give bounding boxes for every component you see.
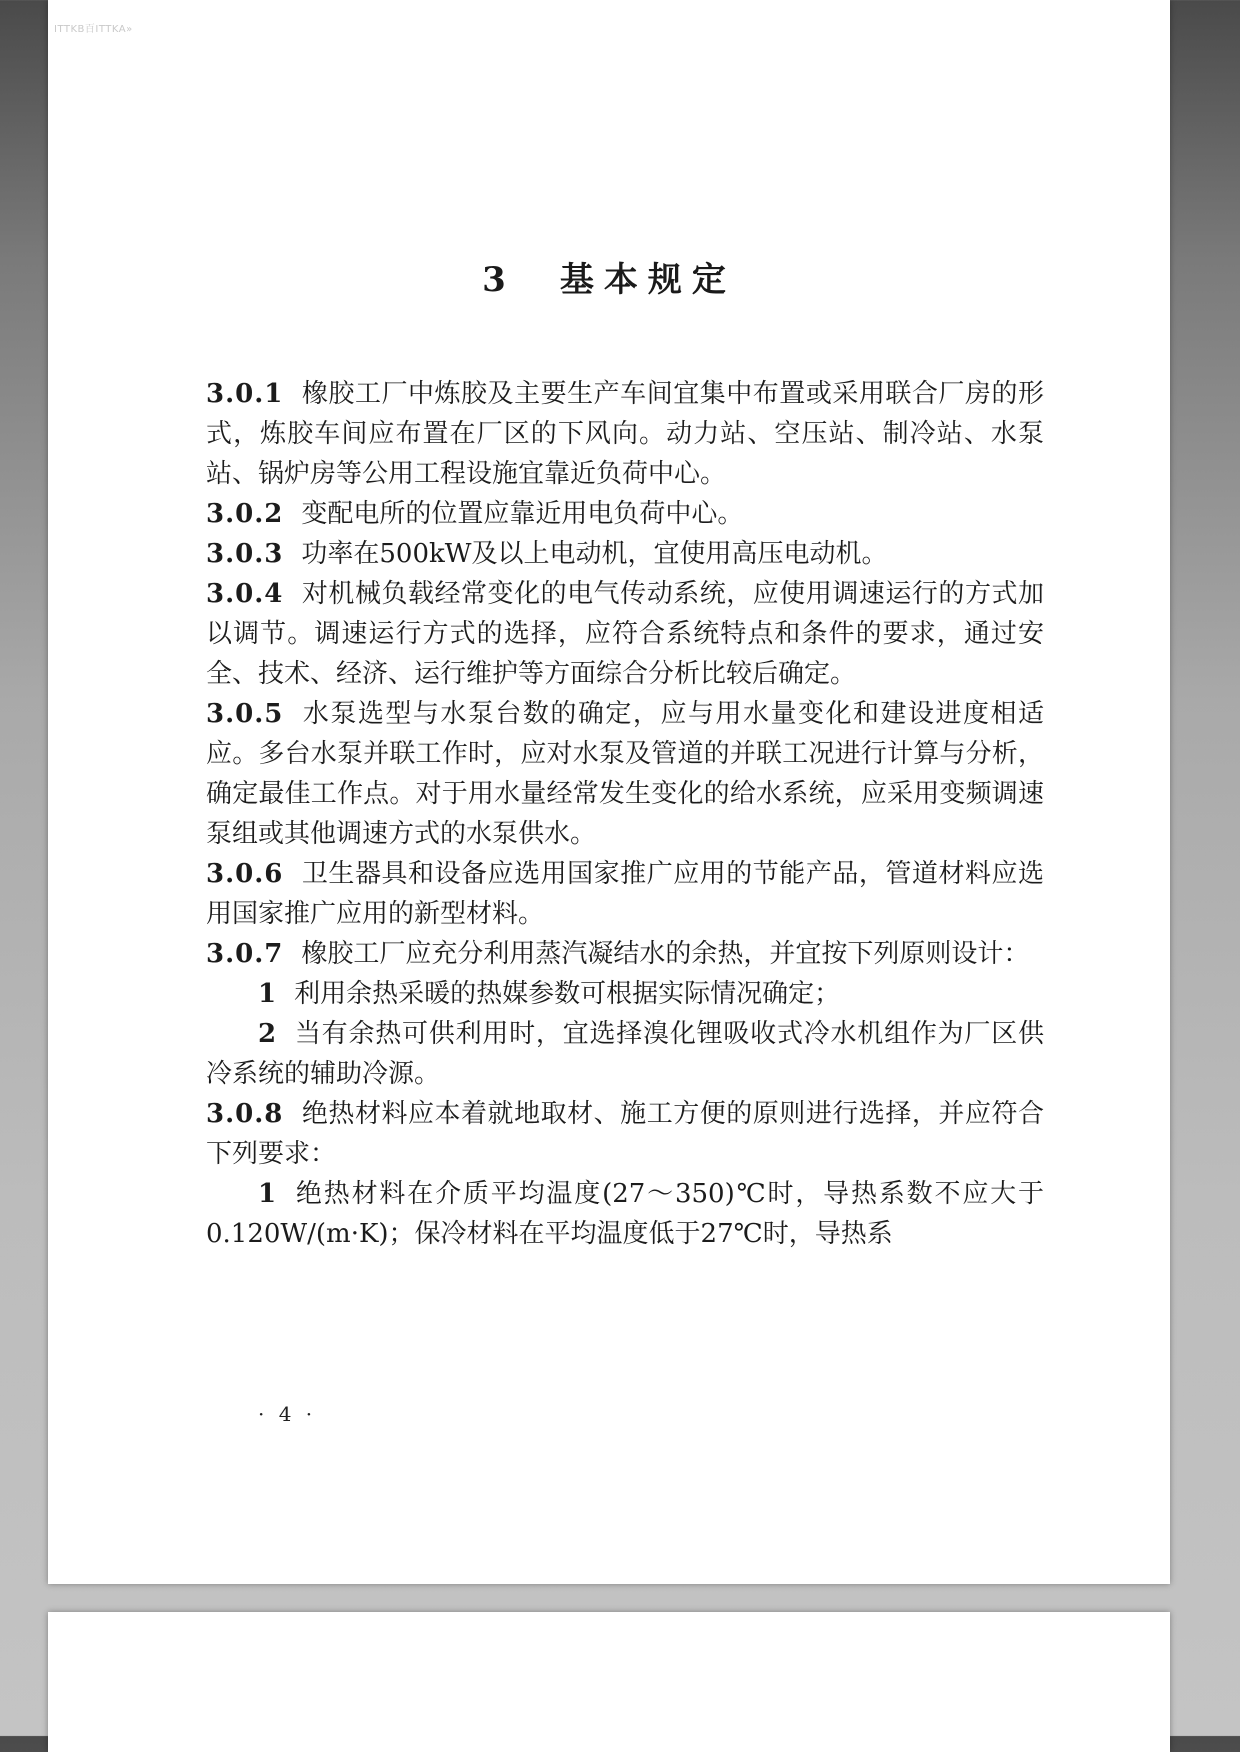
clause-number: 3.0.4 (206, 579, 284, 609)
clause-text: 卫生器具和设备应选用国家推广应用的节能产品，管道材料应选用国家推广应用的新型材料。 (206, 859, 1044, 929)
chapter-title: 3 基本规定 (482, 260, 736, 300)
clause-3-0-7 (206, 934, 1044, 974)
clause-3-0-7-item-1 (206, 974, 1044, 1014)
item-text: 利用余热采暖的热媒参数可根据实际情况确定； (294, 979, 841, 1009)
watermark-text: ITTKB百ITTKA» (54, 24, 133, 35)
clause-3-0-4 (206, 574, 1044, 694)
clause-number: 3.0.6 (206, 859, 284, 889)
item-text: 当有余热可供利用时，宜选择溴化锂吸收式冷水机组作为厂区供冷系统的辅助冷源。 (206, 1019, 1044, 1089)
clause-3-0-6 (206, 854, 1044, 934)
clause-number: 3.0.2 (206, 499, 284, 529)
next-page (48, 1612, 1170, 1752)
clause-3-0-7-item-2 (206, 1014, 1044, 1094)
item-text: 绝热材料在介质平均温度(27～350)℃时，导热系数不应大于0.120W/(m·K)；保冷材料在平均温度低于27℃时，导热系 (206, 1179, 1044, 1249)
clause-number: 3.0.5 (206, 699, 284, 729)
clause-number: 3.0.3 (206, 539, 284, 569)
page-number: · 4 · (258, 1402, 317, 1426)
clause-3-0-1 (206, 374, 1044, 494)
clause-number: 3.0.8 (206, 1099, 284, 1129)
clause-3-0-3 (206, 534, 1044, 574)
clause-text: 绝热材料应本着就地取材、施工方便的原则进行选择，并应符合下列要求： (206, 1099, 1044, 1169)
body-text (206, 374, 1044, 1254)
clause-text: 橡胶工厂应充分利用蒸汽凝结水的余热，并宜按下列原则设计： (301, 939, 1030, 969)
clause-3-0-5 (206, 694, 1044, 854)
item-number: 1 (258, 979, 277, 1009)
clause-text: 对机械负载经常变化的电气传动系统，应使用调速运行的方式加以调节。调速运行方式的选择，应符合系统特点和条件的要求，通过安全、技术、经济、运行维护等方面综合分析比较后确定。 (206, 579, 1044, 689)
clause-text: 变配电所的位置应靠近用电负荷中心。 (301, 499, 744, 529)
clause-number: 3.0.7 (206, 939, 284, 969)
item-number: 1 (258, 1179, 277, 1209)
item-number: 2 (258, 1019, 277, 1049)
clause-text: 功率在500kW及以上电动机，宜使用高压电动机。 (301, 539, 888, 569)
clause-text: 橡胶工厂中炼胶及主要生产车间宜集中布置或采用联合厂房的形式，炼胶车间应布置在厂区的下风向。动力站、空压站、制冷站、水泵站、锅炉房等公用工程设施宜靠近负荷中心。 (206, 379, 1044, 489)
clause-3-0-2 (206, 494, 1044, 534)
clause-3-0-8 (206, 1094, 1044, 1174)
clause-text: 水泵选型与水泵台数的确定，应与用水量变化和建设进度相适应。多台水泵并联工作时，应对水泵及管道的并联工况进行计算与分析，确定最佳工作点。对于用水量经常发生变化的给水系统，应采用变频调速泵组或其他调速方式的水泵供水。 (206, 699, 1044, 849)
document-page (48, 0, 1170, 1584)
clause-number: 3.0.1 (206, 379, 284, 409)
clause-3-0-8-item-1 (206, 1174, 1044, 1254)
